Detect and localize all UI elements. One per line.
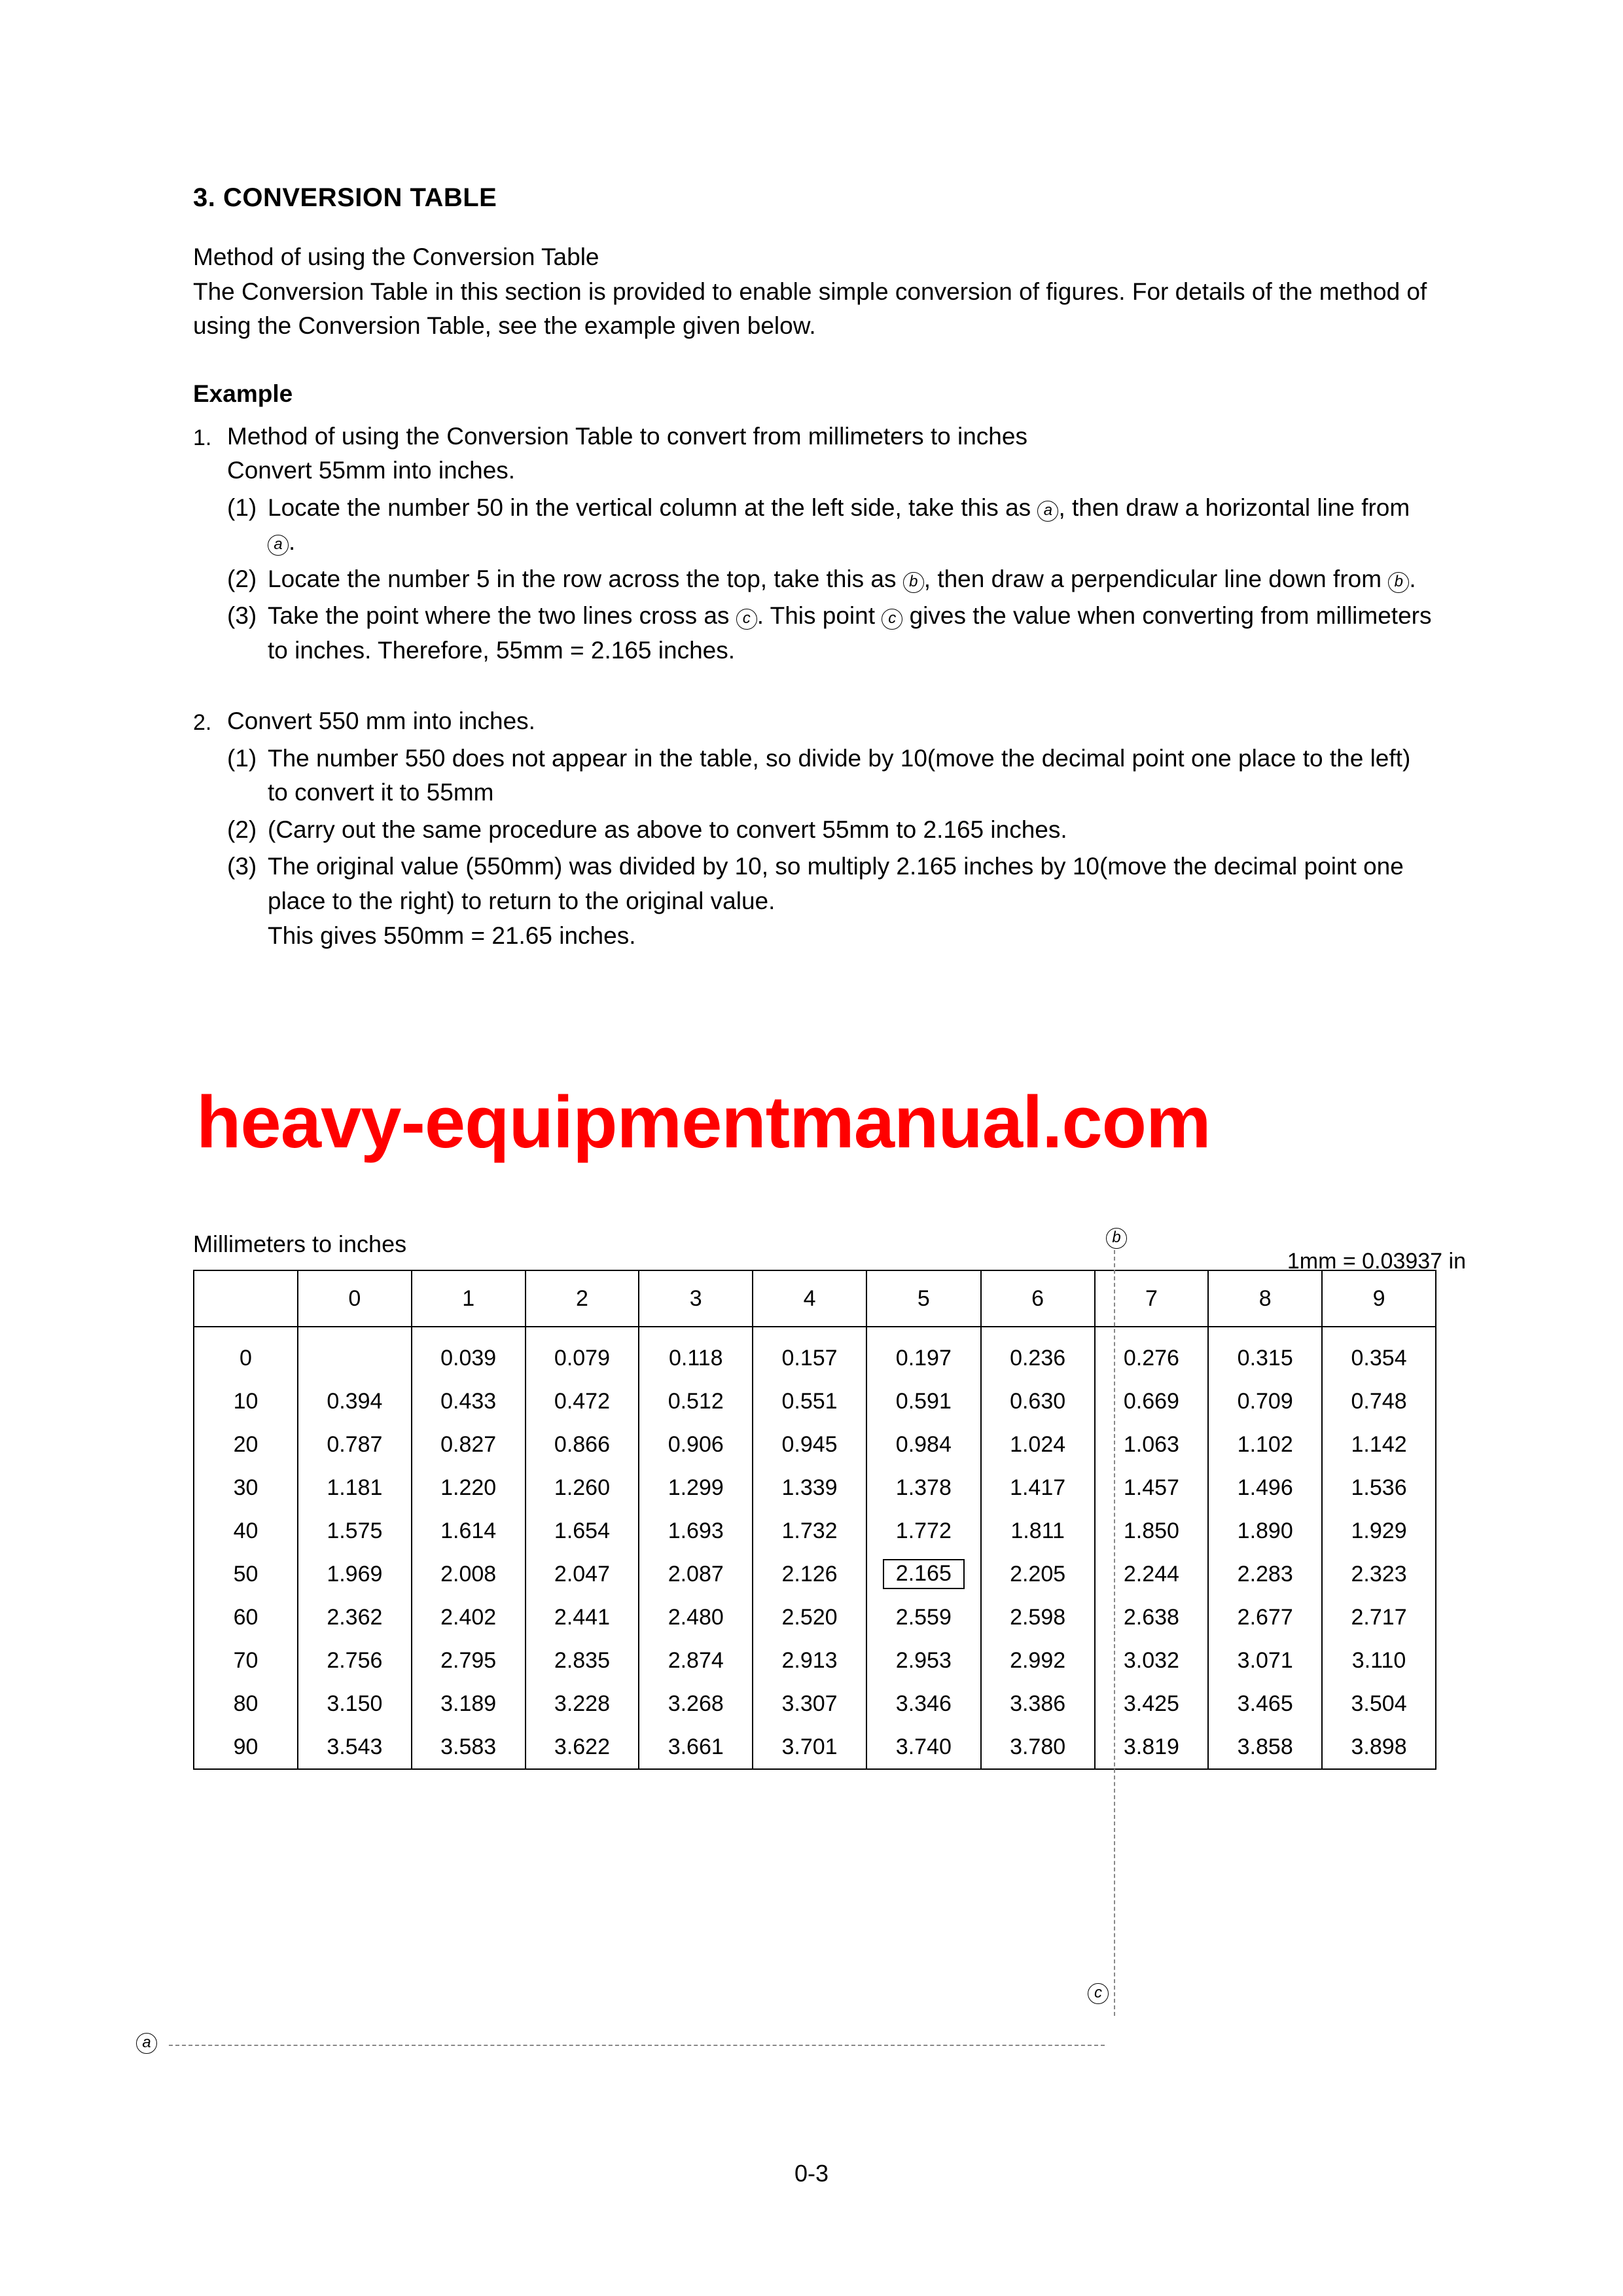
table-cell: 2.874 — [639, 1639, 753, 1682]
table-cell: 1.457 — [1095, 1466, 1209, 1509]
table-cell: 3.071 — [1208, 1639, 1322, 1682]
item-text: Method of using the Conversion Table to convert from millimeters to inches — [227, 422, 1027, 450]
table-cell: 1.575 — [298, 1509, 412, 1552]
list-item — [193, 704, 1436, 739]
table-cell — [866, 1552, 981, 1596]
sub-text-a: The original value (550mm) was divided by 10, so multiply 2.165 inches by 10(move the decimal point one place to the right) to return to the original value. — [268, 853, 1404, 914]
table-cell: 1.220 — [412, 1466, 526, 1509]
row-header: 50 — [194, 1552, 298, 1596]
intro-line-1: Method of using the Conversion Table — [193, 243, 599, 270]
table-row — [194, 1552, 1436, 1596]
table-cell: 3.268 — [639, 1682, 753, 1725]
table-cell: 0.118 — [639, 1327, 753, 1380]
table-cell: 3.898 — [1322, 1725, 1436, 1769]
intro-block — [193, 240, 1436, 344]
table-cell: 0.079 — [526, 1327, 639, 1380]
table-cell: 1.890 — [1208, 1509, 1322, 1552]
sub-label: (3) — [227, 853, 257, 880]
table-cell: 0.551 — [753, 1380, 866, 1423]
table-caption-row — [164, 1229, 1472, 1274]
table-cell: 3.661 — [639, 1725, 753, 1769]
table-cell: 0.669 — [1095, 1380, 1209, 1423]
marker-c-icon: c — [1088, 1983, 1109, 2004]
column-header: 8 — [1208, 1270, 1322, 1327]
table-cell: 0.906 — [639, 1423, 753, 1466]
sub-text: (Carry out the same procedure as above to convert 55mm to 2.165 inches. — [268, 816, 1067, 843]
table-row — [194, 1380, 1436, 1423]
table-cell: 0.039 — [412, 1327, 526, 1380]
item-subline: Convert 55mm into inches. — [227, 457, 516, 484]
table-cell: 1.811 — [981, 1509, 1095, 1552]
table-cell: 3.110 — [1322, 1639, 1436, 1682]
table-cell: 0.276 — [1095, 1327, 1209, 1380]
item-number: 1. — [193, 425, 212, 450]
table-header — [194, 1270, 1436, 1327]
watermark: heavy-equipmentmanual.com — [196, 1081, 1211, 1163]
table-row — [194, 1509, 1436, 1552]
table-cell: 1.693 — [639, 1509, 753, 1552]
table-cell: 0.787 — [298, 1423, 412, 1466]
sub-text-a: Locate the number 50 in the vertical column at the left side, take this as — [268, 493, 1038, 521]
table-row — [194, 1682, 1436, 1725]
table-cell: 3.622 — [526, 1725, 639, 1769]
table-cell: 0.354 — [1322, 1327, 1436, 1380]
table-cell: 0.630 — [981, 1380, 1095, 1423]
page-number: 0-3 — [794, 2160, 829, 2187]
list-item — [227, 599, 1436, 668]
table-cell: 0.945 — [753, 1423, 866, 1466]
table-cell: 2.835 — [526, 1639, 639, 1682]
table-cell: 3.228 — [526, 1682, 639, 1725]
table-row — [194, 1596, 1436, 1639]
table-cell: 0.433 — [412, 1380, 526, 1423]
row-header: 30 — [194, 1466, 298, 1509]
table-cell: 1.339 — [753, 1466, 866, 1509]
sub-text-c: . — [1409, 565, 1416, 592]
list-item — [227, 850, 1436, 953]
table-cell: 2.953 — [866, 1639, 981, 1682]
table-cell: 0.236 — [981, 1327, 1095, 1380]
table-cell: 1.772 — [866, 1509, 981, 1552]
table-cell: 1.969 — [298, 1552, 412, 1596]
table-cell: 3.425 — [1095, 1682, 1209, 1725]
table-row — [194, 1639, 1436, 1682]
sub-text-b: . This point — [757, 602, 882, 630]
table-cell: 3.386 — [981, 1682, 1095, 1725]
table-cell: 2.559 — [866, 1596, 981, 1639]
sub-text: The number 550 does not appear in the table, so divide by 10(move the decimal point one place to the left) to convert it to 55mm — [268, 744, 1411, 806]
row-header: 90 — [194, 1725, 298, 1769]
table-cell: 3.583 — [412, 1725, 526, 1769]
table-cell: 1.142 — [1322, 1423, 1436, 1466]
table-header-row — [194, 1270, 1436, 1327]
column-header: 4 — [753, 1270, 866, 1327]
table-cell: 0.748 — [1322, 1380, 1436, 1423]
text-content — [193, 183, 1436, 953]
list-item — [227, 813, 1436, 848]
table-cell: 2.520 — [753, 1596, 866, 1639]
marker-b-icon: b — [903, 572, 924, 593]
table-cell: 2.992 — [981, 1639, 1095, 1682]
intro-line-2: The Conversion Table in this section is provided to enable simple conversion of figures. For details of the method of using the Conversion Table, see the example given below. — [193, 278, 1427, 340]
example-heading: Example — [193, 380, 293, 407]
item-number: 2. — [193, 710, 212, 736]
column-header: 5 — [866, 1270, 981, 1327]
table-cell: 2.795 — [412, 1639, 526, 1682]
sub-label: (1) — [227, 493, 257, 521]
column-header: 6 — [981, 1270, 1095, 1327]
table-cell: 3.504 — [1322, 1682, 1436, 1725]
table-cell: 0.157 — [753, 1327, 866, 1380]
table-row — [194, 1327, 1436, 1380]
row-header: 60 — [194, 1596, 298, 1639]
sub-text-extra: This gives 550mm = 21.65 inches. — [268, 922, 636, 949]
row-header: 0 — [194, 1327, 298, 1380]
row-header: 40 — [194, 1509, 298, 1552]
sub-text-a: Take the point where the two lines cross as — [268, 602, 736, 630]
column-header: 3 — [639, 1270, 753, 1327]
table-cell: 2.087 — [639, 1552, 753, 1596]
sub-text — [268, 850, 1436, 953]
table-cell: 1.654 — [526, 1509, 639, 1552]
table-cell: 1.102 — [1208, 1423, 1322, 1466]
sub-text-b: , then draw a horizontal line from — [1058, 493, 1410, 521]
row-header: 70 — [194, 1639, 298, 1682]
table-cell: 2.598 — [981, 1596, 1095, 1639]
table-cell: 3.465 — [1208, 1682, 1322, 1725]
marker-a-icon: a — [136, 2033, 157, 2054]
row-header: 80 — [194, 1682, 298, 1725]
table-cell: 1.024 — [981, 1423, 1095, 1466]
marker-b-icon: b — [1388, 572, 1409, 593]
table-cell: 1.536 — [1322, 1466, 1436, 1509]
table-cell: 0.394 — [298, 1380, 412, 1423]
table-cell: 1.417 — [981, 1466, 1095, 1509]
table-cell: 3.701 — [753, 1725, 866, 1769]
table-cell: 2.480 — [639, 1596, 753, 1639]
table-body — [194, 1327, 1436, 1769]
table-cell: 2.323 — [1322, 1552, 1436, 1596]
highlighted-value: 2.165 — [883, 1559, 965, 1588]
column-header: 9 — [1322, 1270, 1436, 1327]
table-cell: 0.866 — [526, 1423, 639, 1466]
table-cell: 2.677 — [1208, 1596, 1322, 1639]
table-cell: 0.512 — [639, 1380, 753, 1423]
table-cell: 1.614 — [412, 1509, 526, 1552]
list-item — [193, 420, 1436, 454]
table-cell: 2.913 — [753, 1639, 866, 1682]
row-header: 20 — [194, 1423, 298, 1466]
table-cell: 3.346 — [866, 1682, 981, 1725]
marker-a-icon: a — [1037, 501, 1058, 522]
marker-a-icon: a — [268, 535, 289, 556]
table-cell: 1.732 — [753, 1509, 866, 1552]
table-cell: 3.858 — [1208, 1725, 1322, 1769]
table-cell: 0.591 — [866, 1380, 981, 1423]
row-header: 10 — [194, 1380, 298, 1423]
unit-note: 1mm = 0.03937 in — [1287, 1249, 1466, 1274]
sub-text-b: , then draw a perpendicular line down from — [923, 565, 1389, 592]
table-cell: 2.047 — [526, 1552, 639, 1596]
table-cell: 3.307 — [753, 1682, 866, 1725]
table-cell: 3.150 — [298, 1682, 412, 1725]
table-cell: 2.283 — [1208, 1552, 1322, 1596]
table-cell: 2.362 — [298, 1596, 412, 1639]
list-item — [227, 562, 1436, 597]
table-cell: 2.756 — [298, 1639, 412, 1682]
table-cell: 3.032 — [1095, 1639, 1209, 1682]
table-cell: 2.244 — [1095, 1552, 1209, 1596]
guide-line-horizontal — [169, 2045, 1105, 2046]
table-cell: 1.496 — [1208, 1466, 1322, 1509]
sub-text — [268, 562, 1436, 597]
table-row — [194, 1466, 1436, 1509]
list-item — [227, 491, 1436, 560]
table-cell: 3.740 — [866, 1725, 981, 1769]
table-cell: 1.181 — [298, 1466, 412, 1509]
table-cell: 0.827 — [412, 1423, 526, 1466]
table-cell: 3.819 — [1095, 1725, 1209, 1769]
sub-label: (2) — [227, 816, 257, 843]
table-cell: 2.717 — [1322, 1596, 1436, 1639]
table-cell: 0.984 — [866, 1423, 981, 1466]
guide-line-vertical — [1114, 1250, 1115, 2016]
table-cell: 0.315 — [1208, 1327, 1322, 1380]
table-cell: 3.543 — [298, 1725, 412, 1769]
item-text: Convert 550 mm into inches. — [227, 708, 535, 735]
table-cell: 1.850 — [1095, 1509, 1209, 1552]
sub-text — [268, 491, 1436, 560]
table-caption: Millimeters to inches — [193, 1230, 407, 1257]
sub-text — [268, 599, 1436, 668]
table-cell: 2.126 — [753, 1552, 866, 1596]
column-header: 0 — [298, 1270, 412, 1327]
table-cell: 1.063 — [1095, 1423, 1209, 1466]
sub-text-a: Locate the number 5 in the row across the top, take this as — [268, 565, 903, 592]
column-header: 1 — [412, 1270, 526, 1327]
marker-c-icon: c — [736, 609, 757, 630]
list-item — [227, 742, 1436, 810]
table-cell: 2.638 — [1095, 1596, 1209, 1639]
table-row — [194, 1725, 1436, 1769]
table-cell: 2.441 — [526, 1596, 639, 1639]
table-cell: 0.197 — [866, 1327, 981, 1380]
sub-label: (1) — [227, 744, 257, 772]
marker-b-icon: b — [1106, 1228, 1127, 1249]
table-cell: 1.378 — [866, 1466, 981, 1509]
table-cell: 1.929 — [1322, 1509, 1436, 1552]
table-cell: 3.189 — [412, 1682, 526, 1725]
sub-text-c: . — [289, 528, 296, 556]
table-cell — [298, 1327, 412, 1380]
table-cell: 2.008 — [412, 1552, 526, 1596]
table-corner-cell — [194, 1270, 298, 1327]
column-header: 7 — [1095, 1270, 1209, 1327]
table-row — [194, 1423, 1436, 1466]
table-cell: 0.472 — [526, 1380, 639, 1423]
table-cell: 1.299 — [639, 1466, 753, 1509]
conversion-table-zone — [142, 1229, 1472, 2051]
conversion-table — [193, 1270, 1436, 1770]
sub-text-c: gives the value when converting from millimeters to inches. Therefore, 55mm = 2.165 inches. — [268, 602, 1432, 664]
page-title: 3. CONVERSION TABLE — [193, 183, 497, 212]
table-cell: 2.205 — [981, 1552, 1095, 1596]
table-cell: 3.780 — [981, 1725, 1095, 1769]
table-cell: 2.402 — [412, 1596, 526, 1639]
marker-c-icon: c — [882, 609, 902, 630]
table-cell: 0.709 — [1208, 1380, 1322, 1423]
column-header: 2 — [526, 1270, 639, 1327]
sub-label: (3) — [227, 602, 257, 630]
sub-label: (2) — [227, 565, 257, 592]
table-cell: 1.260 — [526, 1466, 639, 1509]
